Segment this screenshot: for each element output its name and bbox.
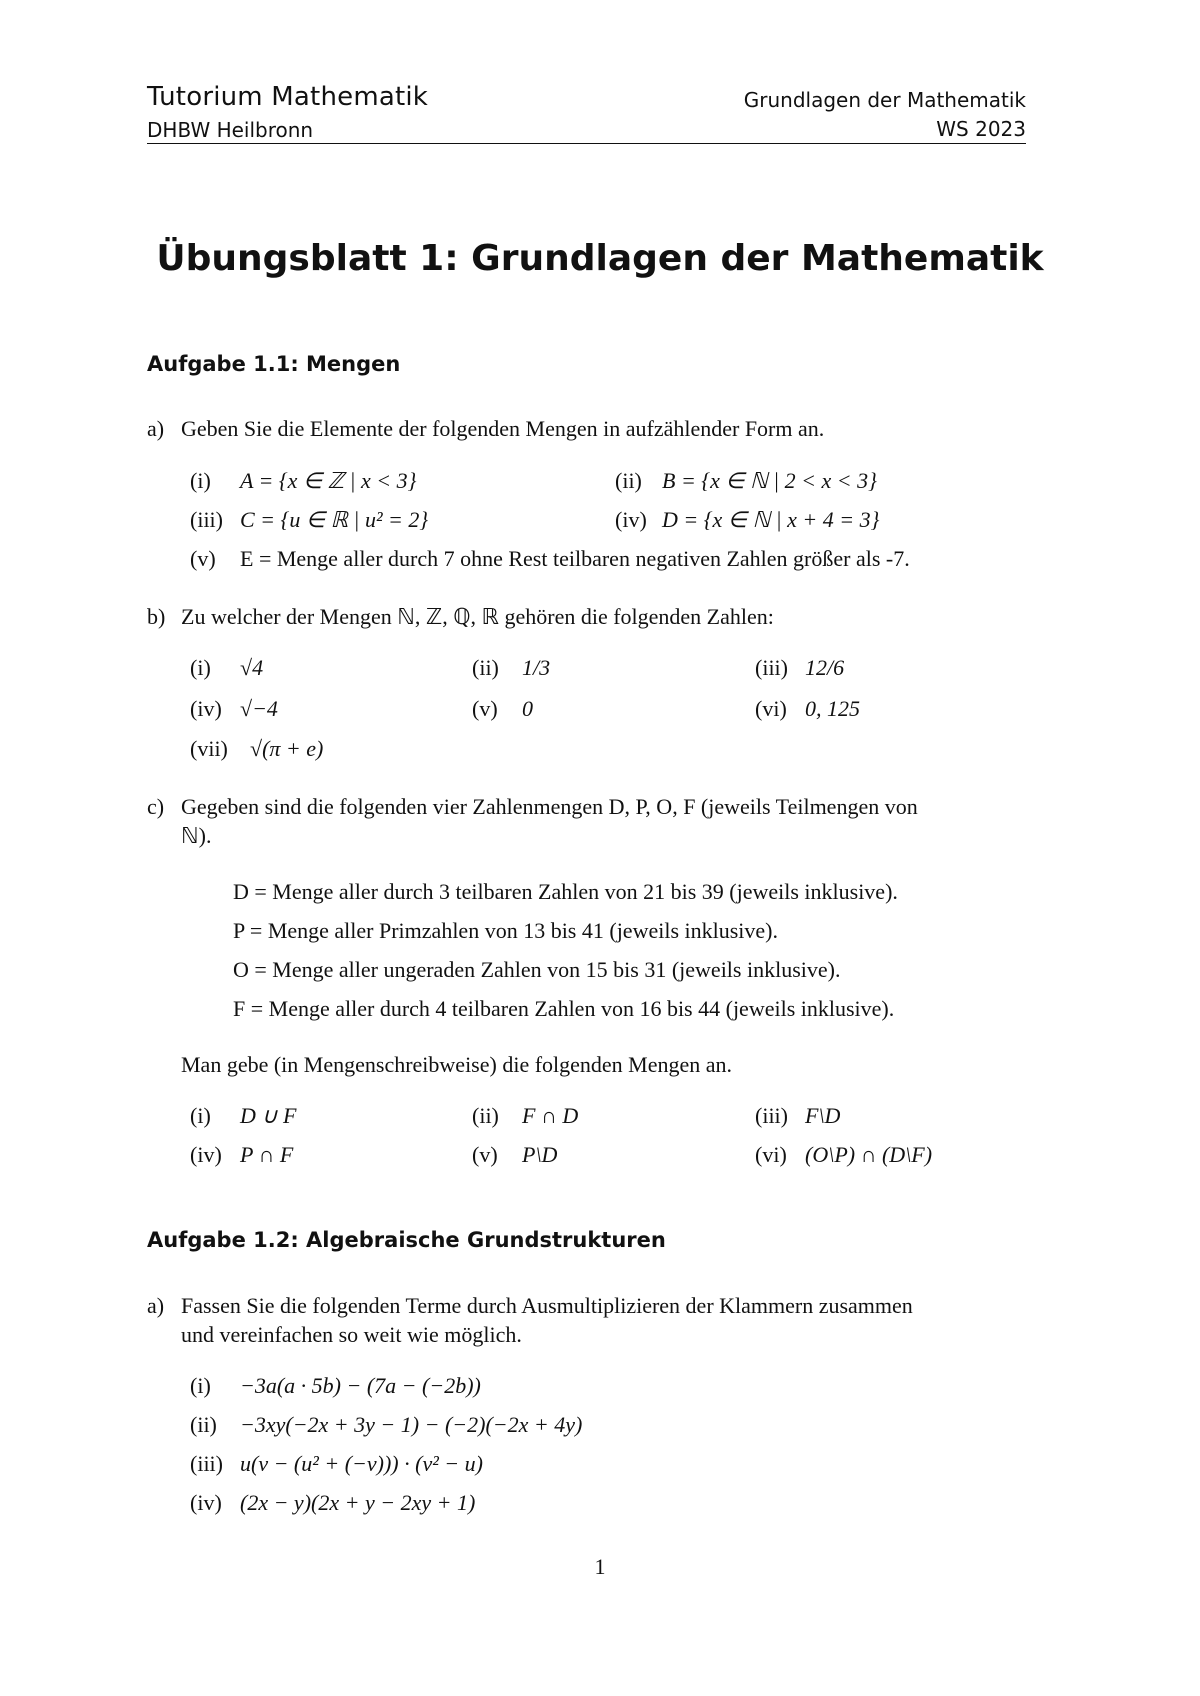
item-label: (v) — [472, 696, 498, 721]
set-expression: E = Menge aller durch 7 ohne Rest teilbaren negativen Zahlen größer als -7. — [240, 546, 910, 571]
task1-heading: Aufgabe 1.1: Mengen — [147, 352, 401, 376]
set-expression: D = {x ∈ ℕ | x + 4 = 3} — [662, 507, 880, 532]
item-label: (v) — [190, 546, 216, 571]
item-label: (iii) — [755, 1103, 788, 1128]
task2a-label: a) — [147, 1293, 165, 1318]
item-label: (i) — [190, 655, 211, 680]
number-expression: 1/3 — [522, 655, 551, 680]
task1c-text: Gegeben sind die folgenden vier Zahlenmengen D, P, O, F (jeweils Teilmengen von — [181, 794, 918, 819]
item-label: (vii) — [190, 736, 228, 761]
item-label: (vi) — [755, 696, 787, 721]
number-expression: 12/6 — [805, 655, 845, 680]
task1b-label: b) — [147, 604, 166, 629]
item-label: (i) — [190, 1103, 211, 1128]
item-label: (iii) — [190, 1451, 223, 1476]
task2a-text: Fassen Sie die folgenden Terme durch Ausmultiplizieren der Klammern zusammen — [181, 1293, 913, 1318]
header-rule — [147, 143, 1026, 144]
item-label: (v) — [472, 1142, 498, 1167]
task1a-label: a) — [147, 416, 165, 441]
set-definition: F = Menge aller durch 4 teilbaren Zahlen von 16 bis 44 (jeweils inklusive). — [233, 996, 895, 1021]
number-expression: √−4 — [240, 696, 278, 721]
item-label: (ii) — [472, 655, 499, 680]
set-operation: P ∩ F — [240, 1142, 294, 1167]
item-label: (iii) — [190, 507, 223, 532]
item-label: (iii) — [755, 655, 788, 680]
page-number: 1 — [594, 1554, 606, 1579]
term-expression: u(v − (u² + (−v))) · (v² − u) — [240, 1451, 483, 1476]
task2a-text-cont: und vereinfachen so weit wie möglich. — [181, 1322, 522, 1347]
item-label: (iv) — [615, 507, 647, 532]
set-operation: P\D — [522, 1142, 558, 1167]
document-title: Übungsblatt 1: Grundlagen der Mathematik — [156, 238, 1044, 279]
set-definition: O = Menge aller ungeraden Zahlen von 15 bis 31 (jeweils inklusive). — [233, 957, 841, 982]
item-label: (iv) — [190, 696, 222, 721]
header-title: Tutorium Mathematik — [147, 82, 429, 112]
header-course: Grundlagen der Mathematik — [743, 88, 1026, 112]
set-definition: P = Menge aller Primzahlen von 13 bis 41 (jeweils inklusive). — [233, 918, 778, 943]
task1b-text: Zu welcher der Mengen ℕ, ℤ, ℚ, ℝ gehören die folgenden Zahlen: — [181, 604, 774, 629]
set-operation: D ∪ F — [240, 1103, 297, 1128]
task1c-instruction: Man gebe (in Mengenschreibweise) die folgenden Mengen an. — [181, 1052, 733, 1077]
task2-heading: Aufgabe 1.2: Algebraische Grundstrukturen — [147, 1228, 666, 1252]
item-label: (i) — [190, 1373, 211, 1398]
set-expression: A = {x ∈ ℤ | x < 3} — [240, 468, 417, 493]
task1a-text: Geben Sie die Elemente der folgenden Mengen in aufzählender Form an. — [181, 416, 825, 441]
item-label: (vi) — [755, 1142, 787, 1167]
item-label: (ii) — [472, 1103, 499, 1128]
item-label: (ii) — [615, 468, 642, 493]
set-operation: F ∩ D — [522, 1103, 579, 1128]
set-expression: B = {x ∈ ℕ | 2 < x < 3} — [662, 468, 877, 493]
item-label: (iv) — [190, 1490, 222, 1515]
term-expression: −3xy(−2x + 3y − 1) − (−2)(−2x + 4y) — [240, 1412, 583, 1437]
number-expression: √4 — [240, 655, 264, 680]
term-expression: (2x − y)(2x + y − 2xy + 1) — [240, 1490, 476, 1515]
item-label: (iv) — [190, 1142, 222, 1167]
header-semester: WS 2023 — [936, 117, 1026, 141]
item-label: (ii) — [190, 1412, 217, 1437]
number-expression: 0, 125 — [805, 696, 860, 721]
task1c-label: c) — [147, 794, 165, 819]
item-label: (i) — [190, 468, 211, 493]
term-expression: −3a(a · 5b) − (7a − (−2b)) — [240, 1373, 481, 1398]
set-expression: C = {u ∈ ℝ | u² = 2} — [240, 507, 429, 532]
set-operation: F\D — [805, 1103, 841, 1128]
number-expression: 0 — [522, 696, 533, 721]
task1c-text-cont: ℕ). — [181, 823, 212, 848]
header-institution: DHBW Heilbronn — [147, 118, 314, 142]
set-operation: (O\P) ∩ (D\F) — [805, 1142, 933, 1167]
number-expression: √(π + e) — [250, 736, 324, 761]
set-definition: D = Menge aller durch 3 teilbaren Zahlen von 21 bis 39 (jeweils inklusive). — [233, 879, 898, 904]
